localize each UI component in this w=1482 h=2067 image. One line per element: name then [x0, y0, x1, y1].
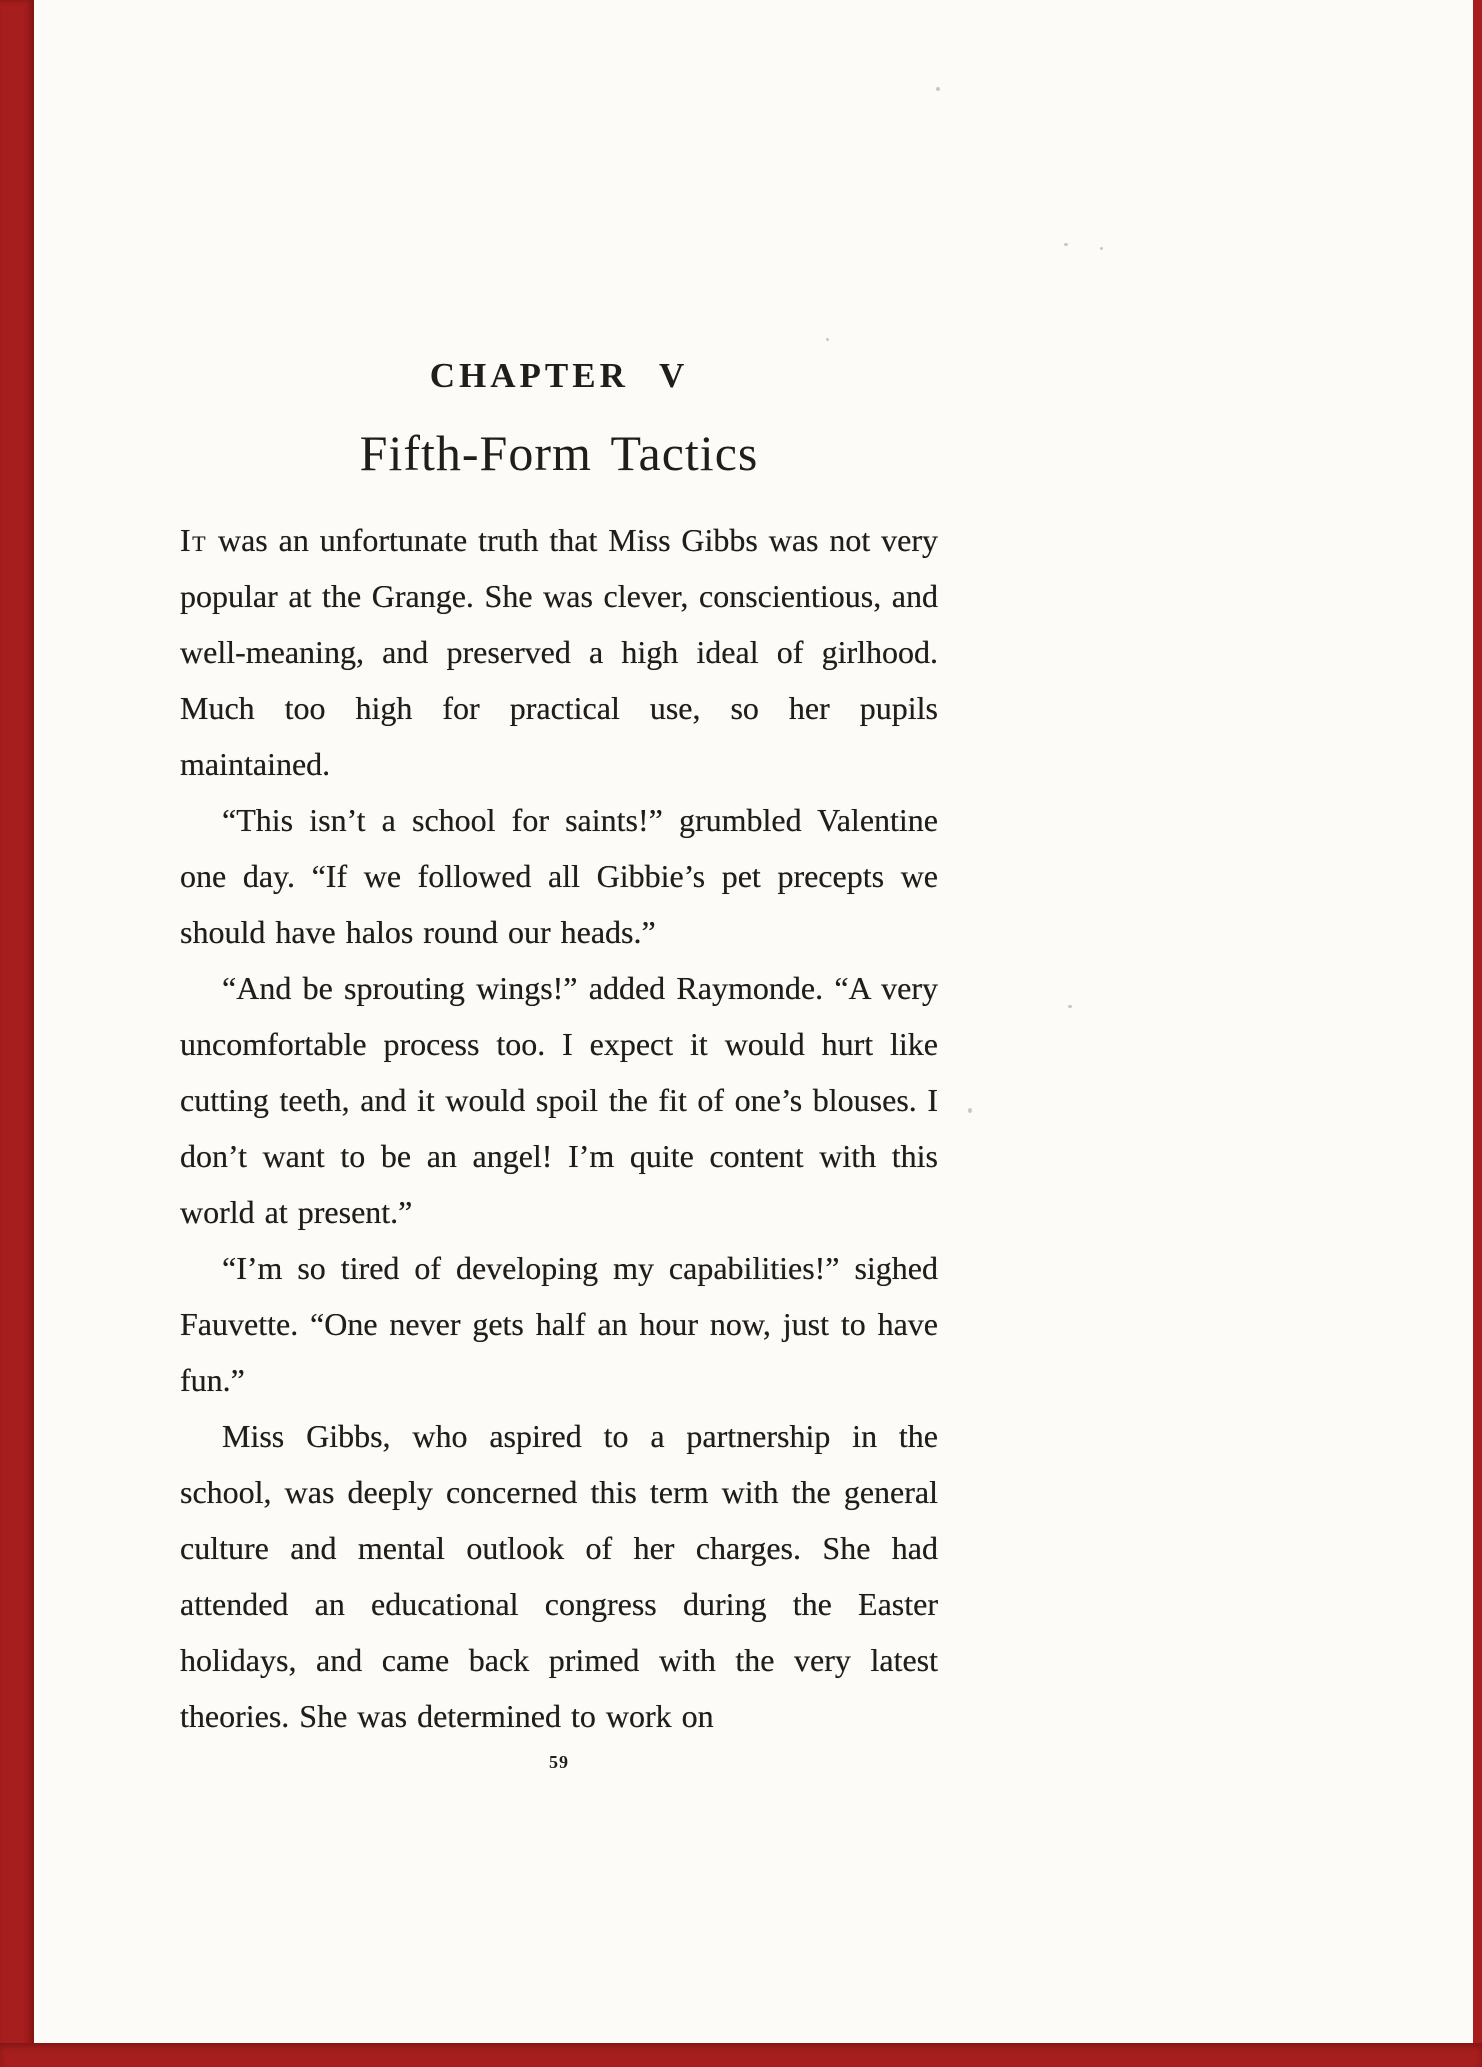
paragraph-text: was an unfortunate truth that Miss Gibbs was not very popular at the Grange. She was clever, conscientious, and well-meaning, and preserved a high ideal of girlhood. Much too high for practical use, so her pupils maintained.	[180, 522, 938, 782]
scan-edge-bottom	[0, 2043, 1482, 2067]
scan-speck	[1064, 243, 1068, 246]
paragraph: “This isn’t a school for saints!” grumbled Valentine one day. “If we followed all Gibbie’s pet precepts we should have halos round our heads.”	[180, 802, 938, 950]
scan-speck	[1100, 247, 1103, 250]
page-content	[180, 0, 938, 1773]
paragraph-opening	[180, 512, 938, 792]
scan-edge-left	[0, 0, 34, 2067]
scan-speck	[968, 1108, 972, 1113]
chapter-title: Fifth-Form Tactics	[359, 425, 759, 481]
paragraph: “And be sprouting wings!” added Raymonde. “A very uncomfortable process too. I expect it would hurt like cutting teeth, and it would spoil the fit of one’s blouses. I don’t want to be an angel! I’m quite content with this world at present.”	[180, 970, 938, 1230]
scan-edge-right	[1473, 0, 1482, 2067]
paragraph: Miss Gibbs, who aspired to a partnership in the school, was deeply concerned this term with the general culture and mental outlook of her charges. She had attended an educational congress during the Easter holidays, and came back primed with the very latest theories. She was determined to work on	[180, 1418, 938, 1734]
chapter-heading: CHAPTER V	[429, 356, 689, 395]
scan-speck	[1068, 1005, 1072, 1008]
lead-word: It	[180, 522, 208, 558]
page-number: 59	[549, 1752, 569, 1772]
paragraph: “I’m so tired of developing my capabilities!” sighed Fauvette. “One never gets half an hour now, just to have fun.”	[180, 1250, 938, 1398]
